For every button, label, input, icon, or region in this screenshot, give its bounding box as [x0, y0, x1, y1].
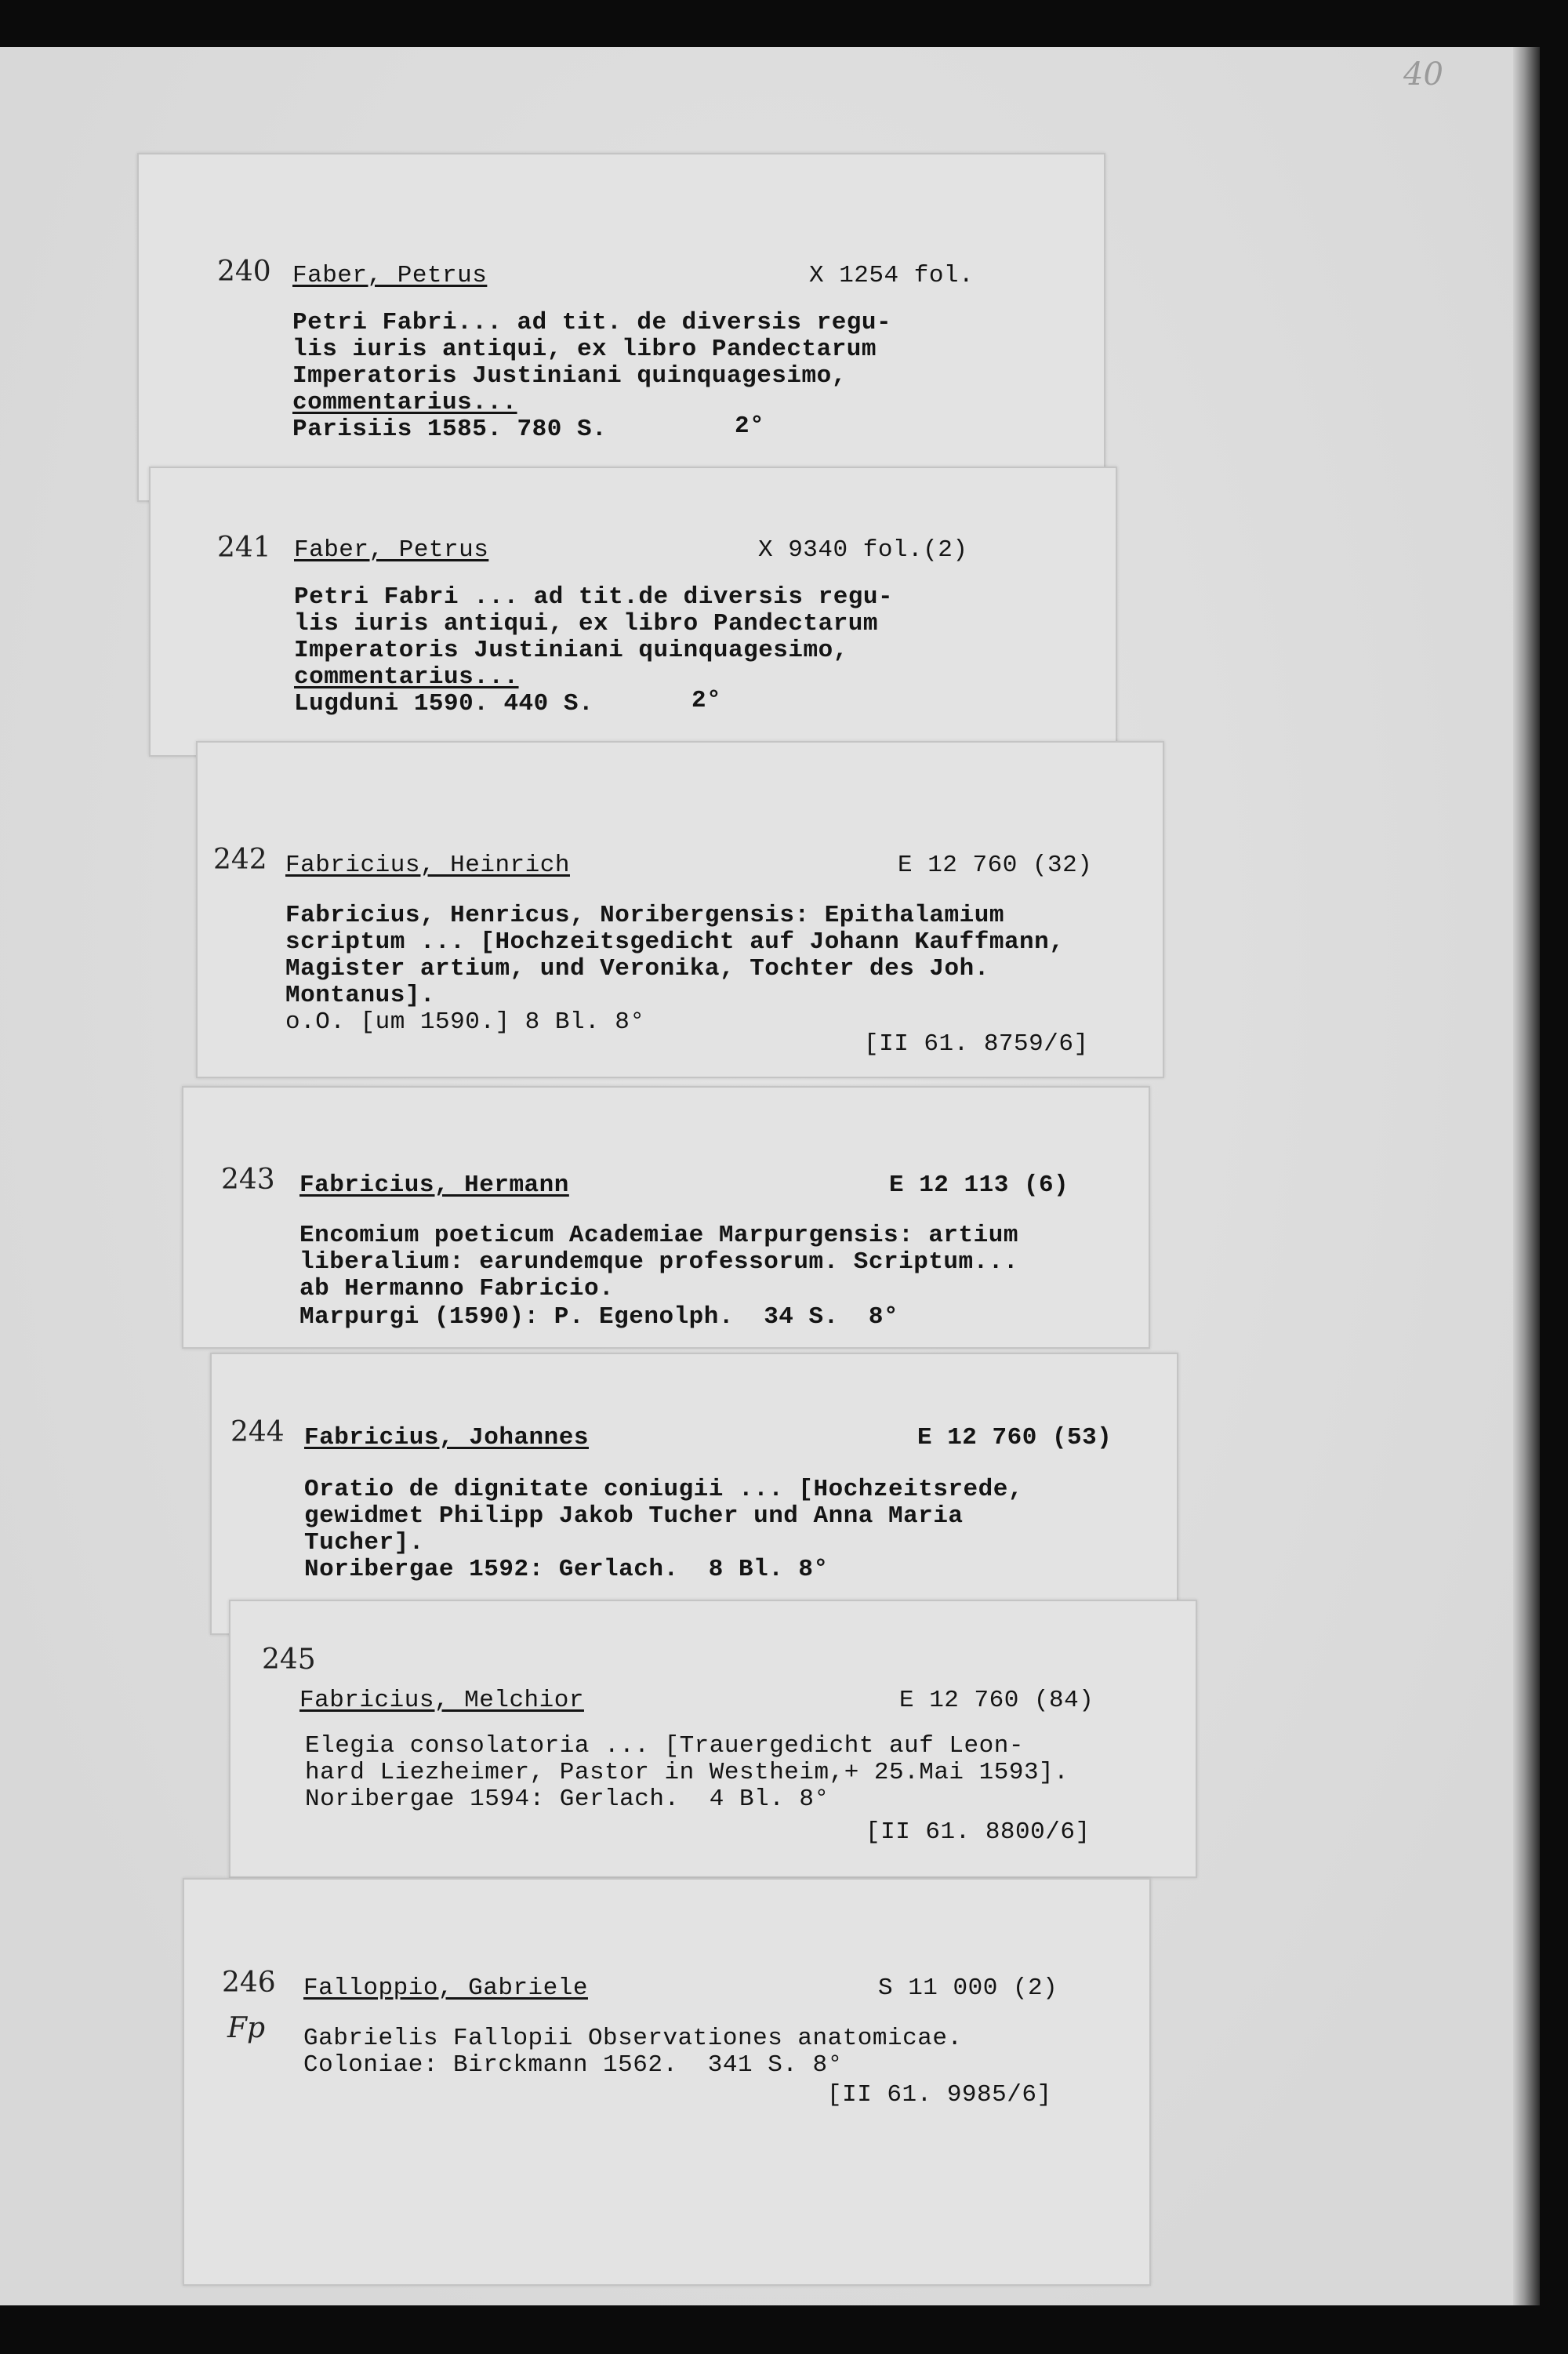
card-title-line: Elegia consolatoria ... [Trauergedicht auf Leon- — [305, 1732, 1024, 1760]
card-imprint: o.O. [um 1590.] 8 Bl. 8° — [285, 1008, 645, 1036]
card-imprint: Coloniae: Birckmann 1562. 341 S. 8° — [303, 2051, 843, 2079]
card-title-line: Tucher]. — [304, 1529, 424, 1557]
card-signature: X 1254 fol. — [809, 262, 975, 289]
card-title-line: Encomium poeticum Academiae Marpurgensis: artium — [299, 1222, 1018, 1249]
card-title-line: hard Liezheimer, Pastor in Westheim,+ 25.Mai 1593]. — [305, 1759, 1069, 1786]
card-signature: E 12 760 (84) — [899, 1687, 1094, 1714]
card-shelfmark: [II 61. 9985/6] — [827, 2081, 1052, 2109]
card-author: Fabricius, Heinrich — [285, 852, 570, 879]
catalog-card-240 — [137, 153, 1105, 502]
card-title-line: lis iuris antiqui, ex libro Pandectarum — [294, 610, 879, 638]
card-imprint: Marpurgi (1590): P. Egenolph. 34 S. 8° — [299, 1303, 899, 1331]
catalog-card-245 — [229, 1600, 1197, 1878]
card-number: 244 — [230, 1416, 285, 1448]
card-signature: S 11 000 (2) — [878, 1974, 1058, 2002]
sheet-edge — [1513, 47, 1540, 2305]
card-author: Fabricius, Johannes — [304, 1424, 589, 1451]
card-number: 242 — [213, 844, 267, 876]
card-signature: E 12 760 (32) — [898, 852, 1093, 879]
card-title-line: Montanus]. — [285, 982, 436, 1009]
card-imprint: Noribergae 1592: Gerlach. 8 Bl. 8° — [304, 1556, 829, 1583]
card-title-line: lis iuris antiqui, ex libro Pandectarum — [292, 336, 877, 363]
card-imprint: Lugduni 1590. 440 S. — [294, 690, 594, 717]
card-title-line: commentarius... — [294, 663, 519, 691]
card-title-line: Imperatoris Justiniani quinquagesimo, — [292, 362, 847, 390]
card-shelfmark: [II 61. 8759/6] — [864, 1030, 1089, 1058]
card-shelfmark: [II 61. 8800/6] — [866, 1818, 1091, 1846]
card-author: Fabricius, Melchior — [299, 1687, 584, 1714]
card-number: 243 — [221, 1164, 275, 1196]
card-number: 246 — [222, 1967, 276, 1999]
card-title-line: Fabricius, Henricus, Noribergensis: Epithalamium — [285, 902, 1004, 929]
card-number: 241 — [217, 532, 271, 564]
card-author: Falloppio, Gabriele — [303, 1974, 588, 2002]
card-format: 2° — [691, 687, 722, 714]
card-imprint: Parisiis 1585. 780 S. — [292, 416, 608, 443]
page-number: 40 — [1403, 56, 1443, 93]
card-title-line: scriptum ... [Hochzeitsgedicht auf Johann Kauffmann, — [285, 928, 1065, 956]
card-author: Faber, Petrus — [292, 262, 488, 289]
card-title-line: Imperatoris Justiniani quinquagesimo, — [294, 637, 848, 664]
card-title-line: commentarius... — [292, 389, 517, 416]
card-author: Fabricius, Hermann — [299, 1172, 569, 1199]
card-number: 240 — [217, 256, 271, 288]
card-title-line: Magister artium, und Veronika, Tochter des Joh. — [285, 955, 989, 983]
card-title-line: Petri Fabri... ad tit. de diversis regu- — [292, 309, 892, 336]
card-imprint: Noribergae 1594: Gerlach. 4 Bl. 8° — [305, 1785, 829, 1813]
catalog-card-243 — [182, 1086, 1150, 1349]
margin-note: Fp — [227, 2012, 266, 2044]
card-title-line: Oratio de dignitate coniugii ... [Hochzeitsrede, — [304, 1476, 1023, 1503]
card-signature: X 9340 fol.(2) — [758, 536, 968, 564]
card-title-line: gewidmet Philipp Jakob Tucher und Anna Maria — [304, 1502, 964, 1530]
catalog-card-241 — [149, 467, 1117, 757]
catalog-card-242 — [196, 741, 1164, 1078]
card-title-line: ab Hermanno Fabricio. — [299, 1275, 615, 1302]
card-number: 245 — [262, 1644, 316, 1676]
catalog-card-246 — [183, 1878, 1151, 2286]
card-signature: E 12 113 (6) — [889, 1172, 1069, 1199]
card-format: 2° — [735, 412, 765, 440]
card-signature: E 12 760 (53) — [917, 1424, 1112, 1451]
card-title-line: Petri Fabri ... ad tit.de diversis regu- — [294, 583, 894, 611]
card-title-line: liberalium: earundemque professorum. Scriptum... — [299, 1248, 1018, 1276]
card-author: Faber, Petrus — [294, 536, 489, 564]
card-title-line: Gabrielis Fallopii Observationes anatomicae. — [303, 2025, 963, 2052]
catalog-card-244 — [210, 1353, 1178, 1635]
